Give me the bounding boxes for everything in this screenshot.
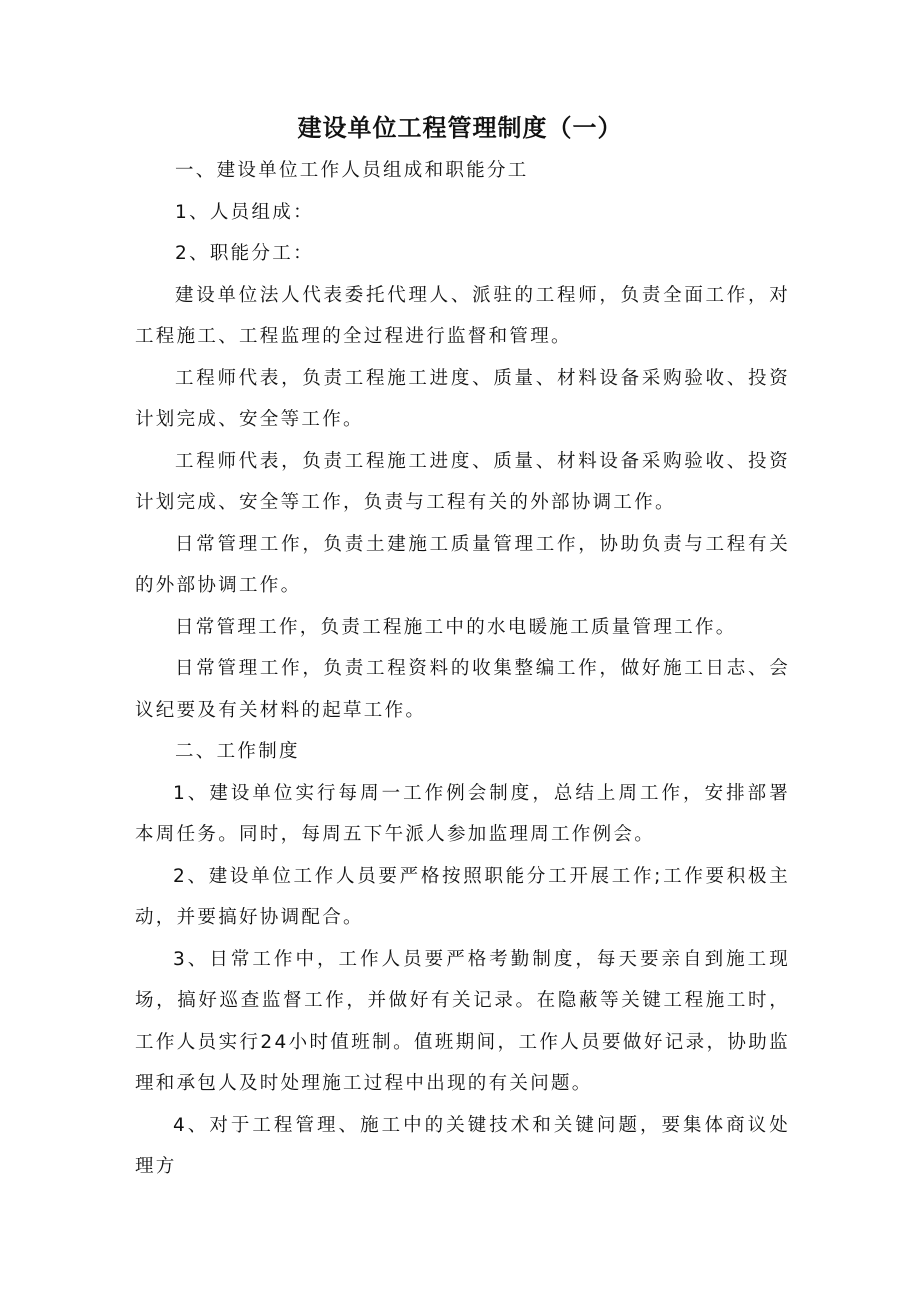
section-heading-1: 一、建设单位工作人员组成和职能分工 — [175, 160, 529, 181]
paragraph: 工程师代表，负责工程施工进度、质量、材料设备采购验收、投资计划完成、安全等工作。 — [135, 367, 790, 430]
rule-item: 2、建设单位工作人员要严格按照职能分工开展工作;工作要积极主动，并要搞好协调配合。 — [135, 865, 790, 928]
subheading-duties: 2、职能分工： — [175, 243, 314, 264]
section-heading-2: 二、工作制度 — [175, 741, 300, 762]
paragraph: 建设单位法人代表委托代理人、派驻的工程师，负责全面工作，对工程施工、工程监理的全过程进行监督和管理。 — [135, 284, 790, 347]
rule-item: 4、对于工程管理、施工中的关键技术和关键问题，要集体商议处理方 — [135, 1114, 790, 1177]
paragraph: 日常管理工作，负责土建施工质量管理工作，协助负责与工程有关的外部协调工作。 — [135, 533, 790, 596]
subheading-personnel: 1、人员组成： — [175, 201, 314, 223]
document-title: 建设单位工程管理制度（一） — [297, 114, 623, 142]
paragraph: 工程师代表，负责工程施工进度、质量、材料设备采购验收、投资计划完成、安全等工作，负责与工程有关的外部协调工作。 — [135, 450, 790, 513]
rule-item: 1、建设单位实行每周一工作例会制度，总结上周工作，安排部署本周任务。同时，每周五下午派人参加监理周工作例会。 — [135, 782, 790, 845]
paragraph: 日常管理工作，负责工程资料的收集整编工作，做好施工日志、会议纪要及有关材料的起草工作。 — [135, 658, 790, 721]
paragraph: 日常管理工作，负责工程施工中的水电暖施工质量管理工作。 — [175, 616, 737, 638]
document-body — [135, 150, 790, 1188]
rule-item: 3、日常工作中，工作人员要严格考勤制度，每天要亲自到施工现场，搞好巡查监督工作，并做好有关记录。在隐蔽等关键工程施工时，工作人员实行24小时值班制。值班期间，工作人员要做好记录，协助监理和承包人及时处理施工过程中出现的有关问题。 — [135, 948, 790, 1094]
